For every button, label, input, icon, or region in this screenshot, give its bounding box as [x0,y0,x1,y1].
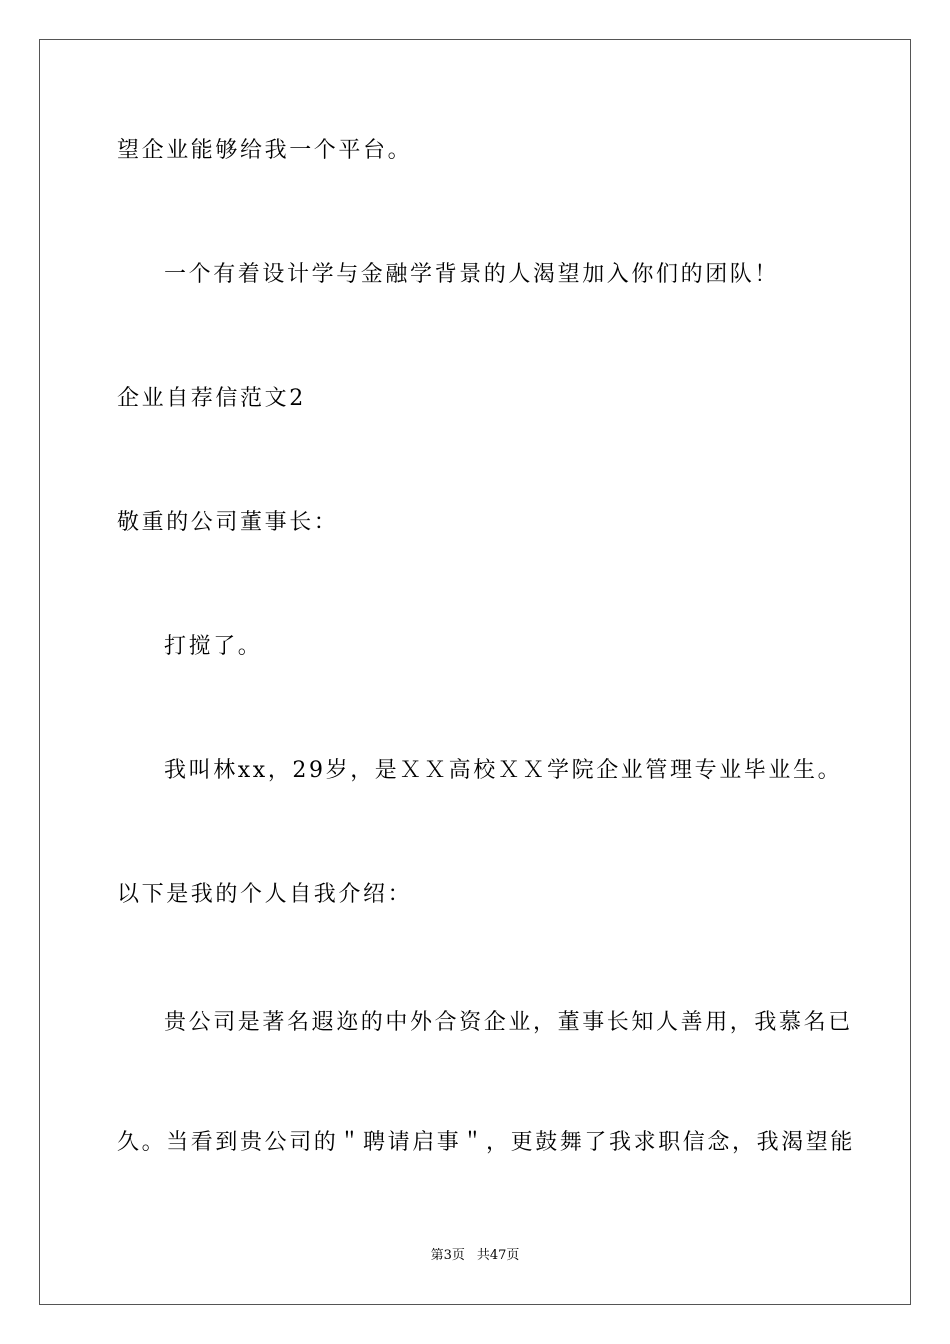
text-line: 我叫林xx，29岁，是ＸＸ高校ＸＸ学院企业管理专业毕业生。 [164,758,843,783]
salutation: 敬重的公司董事长： [117,510,339,535]
page-border [39,39,911,1305]
text-line: 望企业能够给我一个平台。 [117,138,413,163]
text-line: 久。当看到贵公司的＂聘请启事＂，更鼓舞了我求职信念，我渴望能 [117,1130,856,1155]
text-line: 打搅了。 [164,634,263,659]
page-footer [0,1248,950,1264]
text-line: 一个有着设计学与金融学背景的人渴望加入你们的团队！ [164,262,780,287]
page-number: 第3页 [430,1248,465,1263]
section-heading: 企业自荐信范文2 [117,386,306,411]
text-line: 贵公司是著名遐迩的中外合资企业，董事长知人善用，我慕名已 [164,1010,853,1035]
text-line: 以下是我的个人自我介绍： [117,882,413,907]
page-total: 共47页 [476,1248,520,1263]
